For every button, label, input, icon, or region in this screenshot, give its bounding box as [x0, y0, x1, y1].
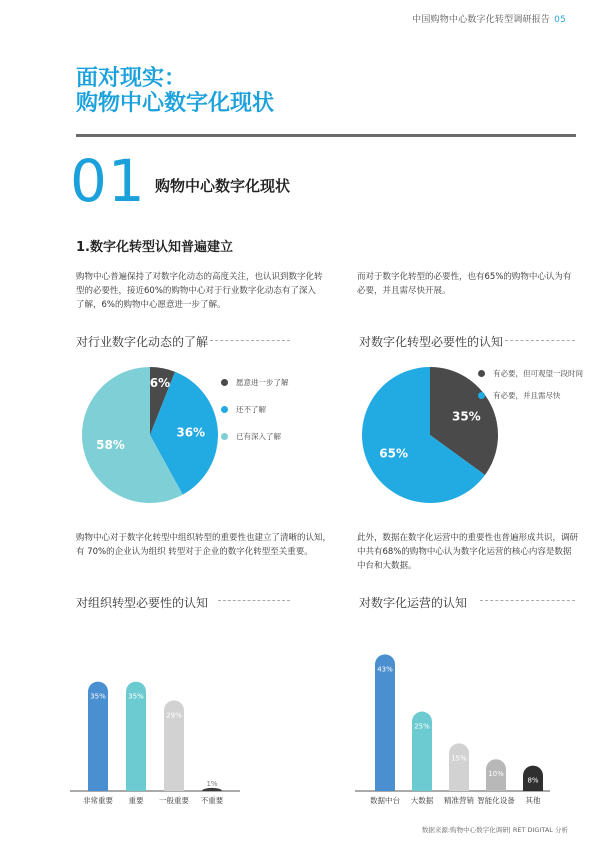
bar2-bar-2 — [449, 743, 469, 791]
bar2-category-label-2: 精准营销 — [444, 796, 474, 805]
pie1-legend-swatch — [221, 379, 228, 386]
paragraph-4: 此外，数据在数字化运营中的重要性也普遍形成共识，调研中共有68%的购物中心认为数字化运营的核心内容是数据中台和大数据。 — [357, 533, 579, 571]
pie1-legend-item — [221, 423, 289, 450]
bar1-value-label-3: 1% — [206, 779, 218, 788]
data-source-note: 数据来源:购物中心数字化调研| RET DIGITAL 分析 — [421, 826, 568, 834]
pie2-label-0: 35% — [451, 409, 481, 424]
chart2-title: 对数字化转型必要性的认知 — [359, 335, 504, 349]
page-number: 05 — [554, 15, 566, 25]
bar2-category-label-0: 数据中台 — [370, 796, 400, 805]
report-title: 中国购物中心数字化转型调研报告 — [412, 15, 551, 25]
bar2-value-label-3: 10% — [488, 770, 504, 779]
pie1-legend-label: 已有深入了解 — [236, 432, 281, 441]
paragraph-1: 购物中心普遍保持了对数字化动态的高度关注，也认识到数字化转型的必要性，接近60%的购物中心对于行业数字化动态有了深入了解，6%的购物中心愿意进一步了解。 — [76, 272, 323, 310]
bar2-category-label-4: 其他 — [525, 796, 541, 805]
pie2-label-1: 65% — [379, 446, 409, 461]
pie1-legend — [221, 369, 289, 450]
bar1-value-label-2: 29% — [166, 711, 182, 720]
pie1-legend-label: 还不了解 — [236, 405, 266, 414]
pie1-label-2: 58% — [96, 438, 125, 453]
bar-chart-1 — [70, 630, 240, 810]
section-title: 购物中心数字化现状 — [155, 177, 291, 195]
bar1-category-label-1: 重要 — [128, 796, 144, 805]
chart3-title-rule — [218, 600, 290, 601]
pie2-legend-label: 有必要，并且需尽快 — [493, 390, 561, 400]
pie2-legend-item — [478, 362, 583, 384]
bar2-value-label-2: 15% — [451, 754, 467, 763]
bar1-value-label-1: 35% — [128, 692, 144, 701]
pie1-legend-swatch — [221, 433, 228, 440]
pie2-legend-swatch — [478, 392, 485, 399]
section-number: 01 — [70, 147, 146, 215]
bar1-category-label-3: 不重要 — [200, 796, 224, 805]
bar2-value-label-0: 43% — [377, 665, 393, 674]
report-header — [412, 12, 566, 25]
bar2-value-label-4: 8% — [527, 776, 539, 785]
paragraph-3: 购物中心对于数字化转型中组织转型的重要性也建立了清晰的认知，有 70%的企业认为组织 转型对于企业的数字化转型至关重要。 — [76, 533, 332, 557]
bar2-bar-0 — [375, 654, 395, 791]
title-divider — [76, 134, 576, 137]
page-title — [76, 66, 274, 116]
chart3-title: 对组织转型必要性的认知 — [76, 596, 209, 610]
pie1-label-1: 36% — [176, 425, 206, 440]
chart4-title: 对数字化运营的认知 — [359, 596, 468, 610]
pie2-legend-swatch — [478, 370, 485, 377]
page-title-line2: 购物中心数字化现状 — [76, 91, 275, 116]
bar1-value-label-0: 35% — [90, 692, 106, 701]
pie2-legend-item — [478, 384, 583, 406]
pie1-label-0: 6% — [149, 375, 171, 390]
bar1-bar-3 — [202, 788, 222, 791]
paragraph-2: 而对于数字化转型的必要性，也有65%的购物中心认为有必要，并且需尽快开展。 — [357, 272, 572, 296]
bar2-category-label-1: 大数据 — [410, 796, 434, 805]
chart1-title-rule — [210, 340, 290, 341]
pie1-legend-label: 愿意进一步了解 — [236, 378, 289, 387]
pie1-legend-item — [221, 369, 289, 396]
subsection-title: 1.数字化转型认知普遍建立 — [76, 240, 233, 255]
page-title-line1: 面对现实： — [76, 66, 187, 91]
chart4-title-rule — [480, 600, 575, 601]
bar2-category-label-3: 智能化设备 — [477, 796, 515, 805]
pie1-legend-swatch — [221, 406, 228, 413]
chart2-title-rule — [505, 340, 575, 341]
bar1-category-label-2: 一般重要 — [159, 796, 189, 805]
pie2-legend — [478, 362, 583, 406]
bar-chart-2 — [355, 630, 555, 810]
pie1-legend-item — [221, 396, 289, 423]
pie-chart-1 — [70, 355, 230, 515]
bar2-value-label-1: 25% — [414, 722, 430, 731]
pie2-legend-label: 有必要，但可观望一段时间 — [493, 368, 583, 378]
bar1-category-label-0: 非常重要 — [83, 796, 113, 805]
chart1-title: 对行业数字化动态的了解 — [76, 335, 209, 349]
